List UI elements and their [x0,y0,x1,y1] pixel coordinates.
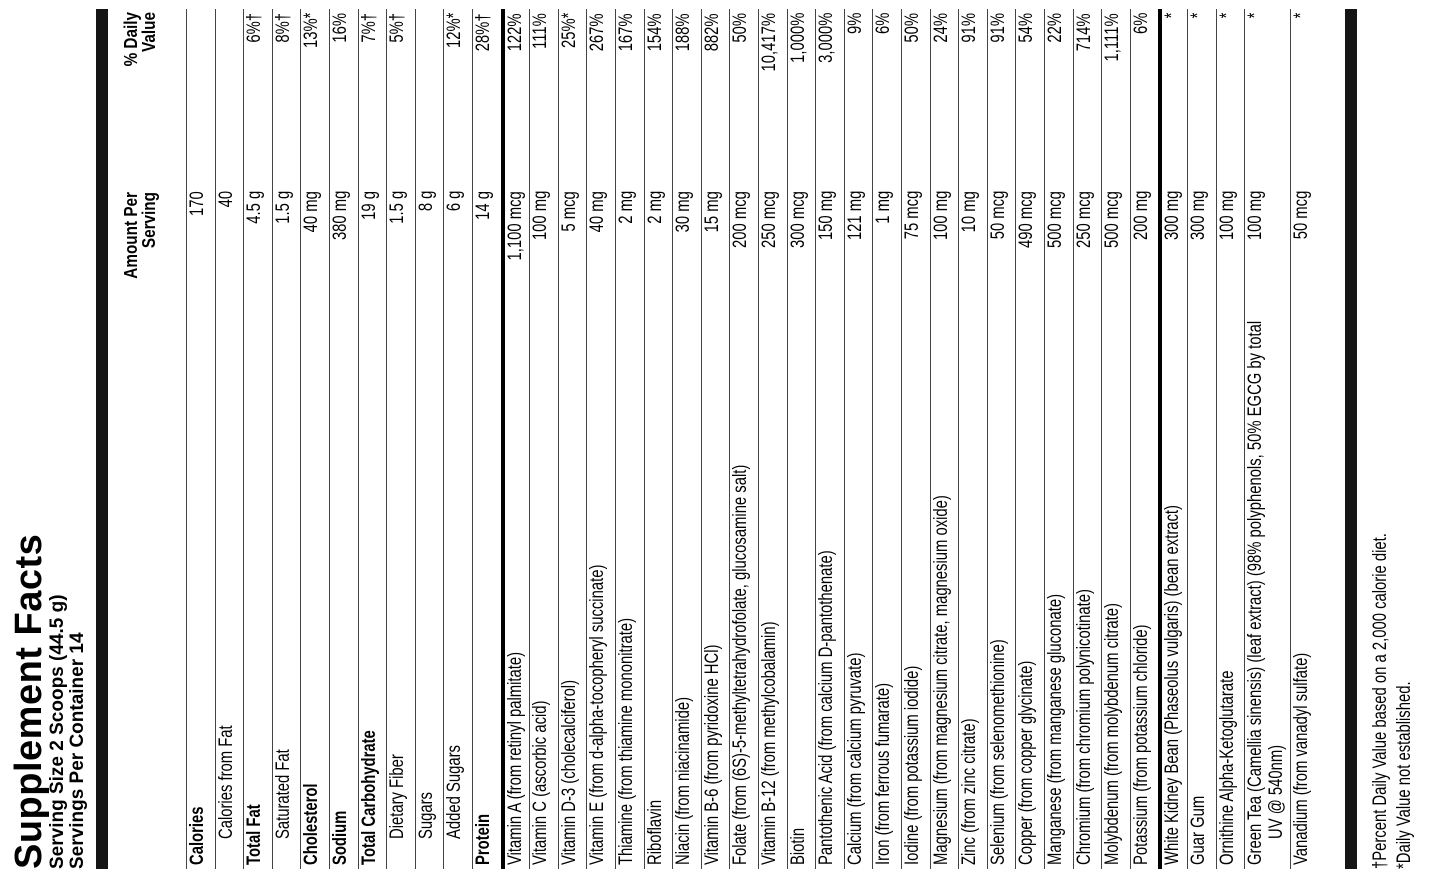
nutrient-amount: 500 mcg [1045,191,1066,248]
nutrient-name: Vitamin A (from retinyl palmitate) [504,651,526,865]
nutrient-daily-value: 9% [844,13,866,35]
nutrient-name: Biotin [787,827,809,865]
nutrient-amount: 121 mg [844,191,866,241]
bottom-divider-bar [1345,9,1357,869]
nutrient-amount: 50 mcg [987,191,1009,240]
nutrient-daily-value: 91% [987,13,1009,43]
nutrient-daily-value: 54% [1016,13,1038,43]
nutrient-name: Vitamin C (ascorbic acid) [530,700,552,865]
nutrient-amount: 100 mg [1245,191,1267,241]
nutrient-name: Manganese (from manganese gluconate) [1045,593,1066,865]
top-divider-bar [96,9,108,869]
column-header-amount-line1: Amount Per [121,192,141,279]
nutrient-amount: 40 [215,191,237,208]
nutrient-daily-value: 111% [530,13,552,49]
nutrient-name: Iodine (from potassium iodide) [902,665,923,865]
nutrient-name: Pantothenic Acid (from calcium D-pantothenate) [816,550,838,865]
table-row [1290,9,1319,869]
table-row [787,9,816,869]
table-row [358,9,387,869]
table-row [958,9,987,869]
column-header-amount [122,192,158,328]
table-row [987,9,1016,869]
table-row [701,9,730,869]
nutrient-daily-value: 16% [330,13,351,43]
nutrient-name: Folate (from (6S)-5-methyltetrahydrofolate, glucosamine salt) [730,464,752,865]
nutrient-amount: 250 mcg [1073,191,1095,248]
nutrient-amount: 380 mg [330,191,351,241]
nutrient-amount: 6 g [444,191,466,212]
table-row [186,9,215,869]
table-row [615,9,644,869]
nutrient-daily-value: 50% [730,13,752,43]
nutrient-amount: 30 mg [673,191,695,233]
nutrient-amount: 15 mg [701,191,723,233]
nutrient-name: Vitamin D-3 (cholecalciferol) [558,679,580,865]
nutrient-amount: 200 mg [1130,191,1152,241]
nutrient-amount: 100 mg [530,191,552,241]
nutrient-name: Copper (from copper glycinate) [1016,660,1038,865]
nutrient-amount: 500 mcg [1102,191,1124,248]
nutrient-name: Added Sugars [444,745,466,839]
nutrient-amount: 300 mcg [787,191,809,248]
table-row [1158,9,1187,869]
nutrient-daily-value: 22% [1045,13,1066,43]
table-row [1187,9,1216,869]
nutrient-amount: 2 mg [644,191,666,224]
nutrient-amount: 40 mg [587,191,609,233]
nutrient-name: White Kidney Bean (Phaseolus vulgaris) (bean extract) [1162,505,1184,865]
table-row [529,9,558,869]
table-row [901,9,930,869]
nutrient-name: Vanadium (from vanadyl sulfate) [1291,652,1313,865]
nutrient-amount: 14 g [473,191,494,220]
nutrient-daily-value: 1,111% [1102,13,1124,62]
nutrient-name: Chromium (from chromium polynicotinate) [1073,589,1095,865]
table-row [1044,9,1073,869]
nutrient-name: Cholesterol [301,783,323,865]
table-row [272,9,301,869]
table-row [1244,9,1290,869]
nutrient-amount: 490 mcg [1016,191,1038,248]
nutrient-name: Guar Gum [1188,795,1209,865]
nutrient-amount: 8 g [415,191,437,212]
nutrient-daily-value: 167% [616,13,637,51]
nutrient-daily-value: 3,000% [816,13,838,64]
nutrient-name: Calories [187,806,208,865]
nutrient-name: Vitamin B-12 (from methylcobalamin) [759,621,780,865]
table-row [1216,9,1245,869]
nutrient-name: Calories from Fat [215,725,237,839]
nutrient-amount: 250 mcg [759,191,780,248]
table-row [1073,9,1102,869]
nutrient-amount: 10 mg [959,191,981,233]
nutrient-amount: 1.5 g [272,191,294,224]
table-row [443,9,472,869]
nutrient-name: Riboflavin [644,799,666,865]
nutrient-daily-value: 267% [587,13,609,51]
nutrient-name: Sugars [415,792,437,839]
nutrient-name: Iron (from ferrous fumarate) [873,682,895,865]
nutrient-name: Saturated Fat [272,749,294,839]
nutrient-amount: 4.5 g [244,191,266,224]
table-row [1130,9,1159,869]
footnote-dv-not-established: *Daily Value not established. [1394,681,1415,869]
nutrient-daily-value: 5%† [387,13,409,43]
nutrient-daily-value: 24% [930,13,952,43]
nutrient-name: Zinc (from zinc citrate) [959,718,981,865]
nutrient-daily-value: * [1245,13,1267,19]
nutrient-daily-value: 188% [673,13,695,51]
nutrient-amount: 300 mg [1162,191,1184,241]
table-row [729,9,758,869]
nutrient-daily-value: 13%* [301,13,323,49]
nutrient-daily-value: * [1188,13,1209,19]
nutrient-daily-value: 91% [959,13,981,43]
column-header-amount-line2: Serving [139,192,159,249]
nutrient-amount: 170 [187,191,208,216]
nutrient-daily-value: 28%† [473,13,494,51]
nutrient-amount: 100 mg [1216,191,1238,241]
table-row [644,9,673,869]
column-header-dv-line1: % Daily [121,12,141,67]
nutrient-name: Green Tea (Camellia sinensis) (leaf extract) (98% polyphenols, 50% EGCG by total [1245,320,1267,865]
table-row [815,9,844,869]
table-row [586,9,615,869]
nutrient-name: Sodium [330,810,351,865]
nutrient-name: Magnesium (from magnesium citrate, magnesium oxide) [930,495,952,865]
column-header-dv [122,12,158,106]
nutrient-amount: 50 mcg [1291,191,1313,240]
table-row [844,9,873,869]
nutrient-name: Total Carbohydrate [358,730,380,865]
table-row [930,9,959,869]
nutrient-amount: 40 mg [301,191,323,233]
nutrient-name: Vitamin B-6 (from pyridoxine HCl) [701,644,723,865]
nutrient-name-continued: UV @ 540nm) [1266,744,1288,839]
nutrient-daily-value: 714% [1073,13,1095,51]
nutrient-name: Thiamine (from thiamine mononitrate) [616,617,637,865]
table-row [472,9,501,869]
servings-per-container: Servings Per Container 14 [67,632,88,869]
table-row [215,9,244,869]
nutrient-amount: 19 g [358,191,380,220]
nutrient-amount: 300 mg [1188,191,1209,241]
nutrient-daily-value: 1,000% [787,13,809,64]
nutrient-daily-value: 7%† [358,13,380,43]
nutrient-daily-value: 122% [504,13,526,51]
nutrient-name: Vitamin E (from d-alpha-tocopheryl succinate) [587,564,609,865]
table-row [758,9,787,869]
table-row [243,9,272,869]
nutrient-amount: 1 mg [873,191,895,224]
table-row [872,9,901,869]
table-row [672,9,701,869]
footnote-percent-dv: †Percent Daily Value based on a 2,000 calorie diet. [1370,533,1391,869]
nutrient-daily-value: 50% [902,13,923,43]
nutrient-name: Dietary Fiber [387,754,409,839]
table-row [386,9,415,869]
nutrient-amount: 1.5 g [387,191,409,224]
nutrient-amount: 2 mg [616,191,637,224]
nutrient-name: Potassium (from potassium chloride) [1130,624,1152,865]
nutrient-daily-value: * [1162,13,1184,19]
table-row [300,9,329,869]
nutrient-name: Ornithine Alpha-Ketoglutarate [1216,670,1238,865]
table-row [501,9,530,869]
nutrient-name: Calcium (from calcium pyruvate) [844,652,866,865]
panel-header [10,9,88,869]
table-row [1101,9,1130,869]
nutrient-name: Total Fat [244,804,266,865]
table-row [558,9,587,869]
table-row [415,9,444,869]
nutrient-daily-value: * [1291,13,1313,19]
nutrient-daily-value: * [1216,13,1238,19]
nutrient-name: Selenium (from selenomethionine) [987,639,1009,865]
serving-size: Serving Size 2 Scoops (44.5 g) [47,594,68,869]
nutrient-daily-value: 25%* [558,13,580,49]
nutrient-daily-value: 8%† [272,13,294,43]
nutrient-daily-value: 6% [1130,13,1152,35]
nutrient-daily-value: 6% [873,13,895,35]
nutrient-daily-value: 882% [701,13,723,51]
panel-title: Supplement Facts [8,533,50,869]
table-row [1015,9,1044,869]
nutrient-daily-value: 12%* [444,13,466,49]
nutrient-amount: 1,100 mcg [504,191,526,261]
nutrient-amount: 5 mcg [558,191,580,232]
nutrient-name: Molybdenum (from molybdenum citrate) [1102,603,1124,865]
nutrient-daily-value: 10,417% [759,13,780,72]
column-header-dv-line2: Value [139,12,159,52]
nutrient-name: Niacin (from niacinamide) [673,696,695,865]
nutrient-amount: 100 mg [930,191,952,241]
nutrient-amount: 150 mg [816,191,838,241]
nutrient-daily-value: 6%† [244,13,266,43]
nutrient-amount: 200 mcg [730,191,752,248]
table-row [329,9,358,869]
nutrient-daily-value: 154% [644,13,666,51]
nutrient-amount: 75 mcg [902,191,923,240]
nutrient-name: Protein [473,813,494,865]
